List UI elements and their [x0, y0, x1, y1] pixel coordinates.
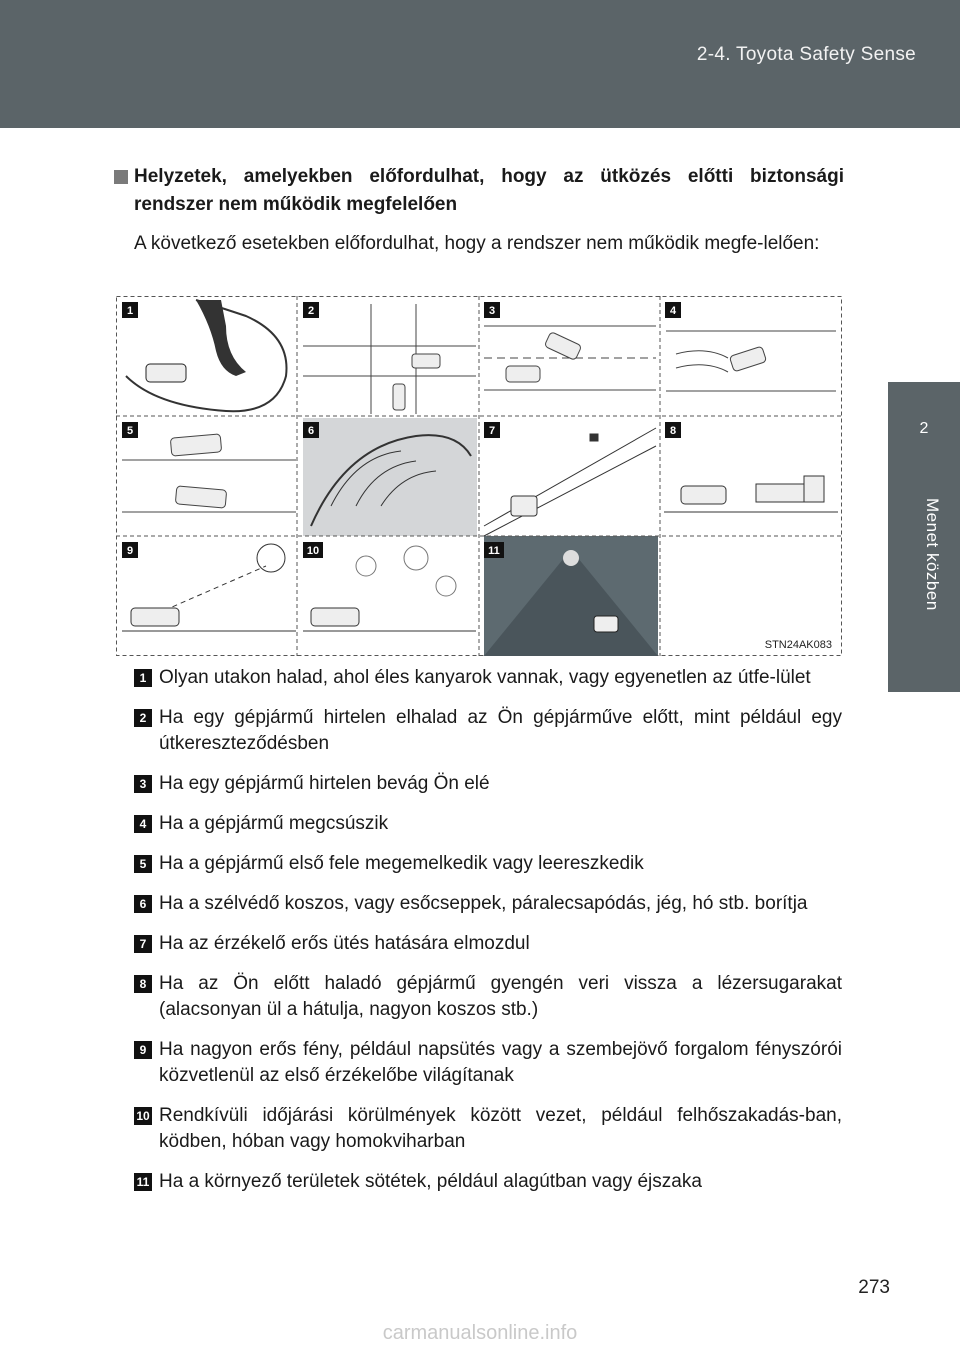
- panel-8-badge: 8: [669, 425, 677, 437]
- list-item: [134, 891, 842, 917]
- list-item-text: Ha az Ön előtt haladó gépjármű gyengén veri vissza a lézersugarakat (alacsonyan ül a hátulja, nagyon koszos stb.): [159, 973, 842, 1020]
- figure-code: STN24AK083: [764, 639, 832, 651]
- list-item-text: Rendkívüli időjárási körülmények között vezet, például felhőszakadás-ban, ködben, hóban vagy homokviharban: [159, 1105, 842, 1152]
- section-heading: [114, 163, 844, 219]
- list-item-text: Olyan utakon halad, ahol éles kanyarok vannak, vagy egyenetlen az útfe-lület: [159, 667, 811, 688]
- chapter-number: 2: [919, 420, 929, 437]
- list-item-text: Ha a környező területek sötétek, például alagútban vagy éjszaka: [159, 1171, 702, 1192]
- header-band: [0, 0, 960, 128]
- list-item-text: Ha a gépjármű első fele megemelkedik vagy leereszkedik: [159, 853, 644, 874]
- item-number-badge: 6: [134, 895, 152, 913]
- heading-text: Helyzetek, amelyekben előfordulhat, hogy az ütközés előtti biztonsági rendszer nem működik megfelelően: [134, 166, 844, 215]
- list-item: [134, 1103, 842, 1155]
- page-number: 273: [858, 1277, 890, 1298]
- list-item-text: Ha egy gépjármű hirtelen elhalad az Ön gépjárműve előtt, mint például egy útkereszteződésben: [159, 707, 842, 754]
- panel-10-badge: 10: [306, 545, 320, 557]
- panel-9-badge: 9: [126, 545, 134, 557]
- panel-5-badge: 5: [126, 425, 134, 437]
- list-item: [134, 851, 842, 877]
- panel-11-badge: 11: [488, 545, 500, 557]
- list-item-text: Ha a gépjármű megcsúszik: [159, 813, 389, 834]
- panel-6-badge: 6: [307, 425, 315, 437]
- square-bullet-icon: [114, 170, 128, 184]
- item-number-badge: 8: [134, 975, 152, 993]
- list-item: [134, 1169, 842, 1195]
- item-number-badge: 3: [134, 775, 152, 793]
- watermark: carmanualsonline.info: [382, 1322, 578, 1344]
- chapter-label: Menet közben: [923, 498, 942, 611]
- item-number-badge: 5: [134, 855, 152, 873]
- list-item: [134, 971, 842, 1023]
- list-item-text: Ha az érzékelő erős ütés hatására elmozdul: [159, 933, 530, 954]
- panel-1-badge: 1: [126, 305, 134, 317]
- item-number-badge: 11: [134, 1173, 152, 1191]
- item-number-badge: 4: [134, 815, 152, 833]
- list-item: [134, 811, 842, 837]
- item-number-badge: 10: [134, 1107, 152, 1125]
- item-number-badge: 2: [134, 709, 152, 727]
- list-item-text: Ha nagyon erős fény, például napsütés vagy a szembejövő forgalom fényszórói közvetlenül az első érzékelőbe világítanak: [159, 1039, 842, 1086]
- section-title: 2-4. Toyota Safety Sense: [696, 44, 916, 65]
- list-item: [134, 1037, 842, 1089]
- item-number-badge: 9: [134, 1041, 152, 1059]
- list-item: [134, 705, 842, 757]
- list-item: [134, 665, 842, 691]
- intro-paragraph: A következő esetekben előfordulhat, hogy a rendszer nem működik megfe-lelően:: [134, 233, 820, 254]
- panel-4-badge: 4: [669, 305, 677, 317]
- item-number-badge: 7: [134, 935, 152, 953]
- list-item-text: Ha a szélvédő koszos, vagy esőcseppek, páralecsapódás, jég, hó stb. borítja: [159, 893, 808, 914]
- situations-illustration: [116, 296, 842, 656]
- list-item: [134, 771, 842, 797]
- situations-list: [134, 665, 842, 1209]
- panel-7-badge: 7: [488, 425, 496, 437]
- panel-2-badge: 2: [307, 305, 315, 317]
- list-item-text: Ha egy gépjármű hirtelen bevág Ön elé: [159, 773, 490, 794]
- panel-3-badge: 3: [488, 305, 496, 317]
- illustration-grid: [116, 296, 842, 656]
- item-number-badge: 1: [134, 669, 152, 687]
- list-item: [134, 931, 842, 957]
